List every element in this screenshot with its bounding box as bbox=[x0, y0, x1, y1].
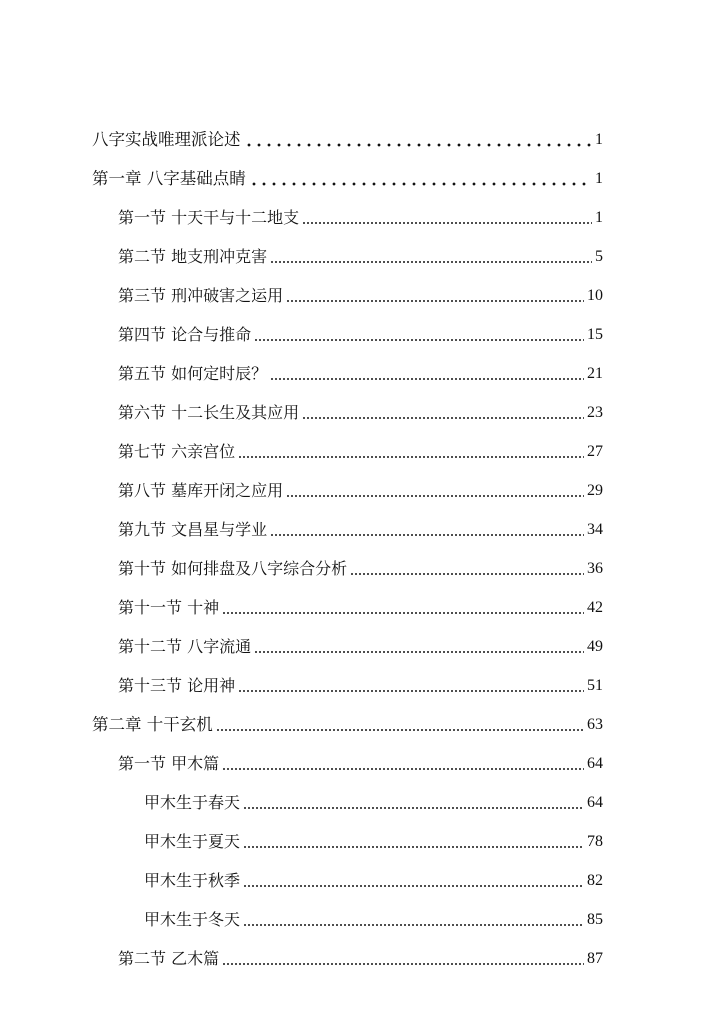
toc-entry-page: 64 bbox=[587, 755, 603, 772]
toc-entry-section[interactable] bbox=[0, 234, 724, 273]
toc-entry-title: 甲木生于夏天 bbox=[144, 832, 240, 858]
toc-entry-title: 第一节 甲木篇 bbox=[118, 754, 219, 780]
toc-entry-section[interactable] bbox=[0, 195, 724, 234]
dot-leader bbox=[238, 456, 584, 458]
dot-leader bbox=[222, 768, 584, 770]
toc-entry-page: 21 bbox=[587, 365, 603, 382]
toc-entry-page: 15 bbox=[587, 326, 603, 343]
toc-entry-title: 甲木生于秋季 bbox=[144, 871, 240, 897]
toc-entry-page: 1 bbox=[595, 209, 603, 226]
toc-entry-page: 63 bbox=[587, 716, 603, 733]
toc-entry-section[interactable] bbox=[0, 429, 724, 468]
toc-entry-page: 34 bbox=[587, 521, 603, 538]
toc-entry-section[interactable] bbox=[0, 741, 724, 780]
toc-entry-title: 第四节 论合与推命 bbox=[118, 325, 251, 351]
toc-entry-chapter-1[interactable] bbox=[0, 156, 724, 195]
toc-entry-subsection[interactable] bbox=[0, 858, 724, 897]
toc-entry-title: 第二节 乙木篇 bbox=[118, 949, 219, 975]
toc-entry-page: 1 bbox=[595, 170, 603, 187]
dot-leader bbox=[243, 924, 584, 926]
dot-leader bbox=[254, 339, 584, 341]
toc-entry-title: 第五节 如何定时辰？ bbox=[118, 364, 267, 390]
toc-entry-page: 82 bbox=[587, 872, 603, 889]
toc-entry-page: 36 bbox=[587, 560, 603, 577]
dot-leader bbox=[243, 885, 584, 887]
toc-entry-title: 甲木生于春天 bbox=[144, 793, 240, 819]
toc-entry-page: 10 bbox=[587, 287, 603, 304]
toc-entry-title: 第二节 地支刑冲克害 bbox=[118, 247, 267, 273]
toc-entry-section[interactable] bbox=[0, 546, 724, 585]
toc-entry-subsection[interactable] bbox=[0, 897, 724, 936]
toc-entry-section[interactable] bbox=[0, 312, 724, 351]
toc-entry-chapter-2[interactable] bbox=[0, 702, 724, 741]
dot-leader bbox=[222, 612, 584, 614]
dot-leader bbox=[270, 534, 584, 536]
table-of-contents bbox=[0, 117, 724, 975]
toc-entry-section[interactable] bbox=[0, 351, 724, 390]
toc-entry-title: 第十一节 十神 bbox=[118, 598, 219, 624]
dot-leader bbox=[270, 261, 592, 263]
toc-entry-section[interactable] bbox=[0, 390, 724, 429]
toc-entry-title: 八字实战唯理派论述 bbox=[92, 130, 241, 156]
toc-entry-title: 第九节 文昌星与学业 bbox=[118, 520, 267, 546]
toc-entry-section[interactable] bbox=[0, 624, 724, 663]
toc-entry-title: 第一节 十天干与十二地支 bbox=[118, 208, 299, 234]
toc-entry-page: 87 bbox=[587, 950, 603, 967]
toc-entry-title: 第三节 刑冲破害之运用 bbox=[118, 286, 283, 312]
toc-entry-title: 第六节 十二长生及其应用 bbox=[118, 403, 299, 429]
toc-entry-page: 5 bbox=[595, 248, 603, 265]
toc-entry-page: 29 bbox=[587, 482, 603, 499]
toc-entry-title: 第七节 六亲宫位 bbox=[118, 442, 235, 468]
dot-leader bbox=[302, 417, 584, 419]
dot-leader bbox=[249, 182, 592, 186]
toc-entry-title: 第十节 如何排盘及八字综合分析 bbox=[118, 559, 347, 585]
dot-leader bbox=[244, 143, 593, 147]
dot-leader bbox=[286, 300, 584, 302]
toc-entry-section[interactable] bbox=[0, 663, 724, 702]
toc-entry-page: 85 bbox=[587, 911, 603, 928]
toc-entry-section[interactable] bbox=[0, 468, 724, 507]
toc-entry-title: 第八节 墓库开闭之应用 bbox=[118, 481, 283, 507]
toc-entry-section[interactable] bbox=[0, 507, 724, 546]
dot-leader bbox=[350, 573, 584, 575]
toc-entry-page: 51 bbox=[587, 677, 603, 694]
dot-leader bbox=[243, 846, 584, 848]
dot-leader bbox=[216, 729, 584, 731]
toc-entry-title: 第一章 八字基础点睛 bbox=[92, 169, 246, 195]
dot-leader bbox=[243, 807, 584, 809]
toc-entry-page: 1 bbox=[595, 131, 603, 148]
toc-entry-title: 第二章 十干玄机 bbox=[92, 715, 213, 741]
toc-entry-page: 42 bbox=[587, 599, 603, 616]
toc-entry-title: 第十二节 八字流通 bbox=[118, 637, 251, 663]
toc-entry-section[interactable] bbox=[0, 936, 724, 975]
dot-leader bbox=[286, 495, 584, 497]
toc-entry-section[interactable] bbox=[0, 585, 724, 624]
dot-leader bbox=[222, 963, 584, 965]
dot-leader bbox=[270, 378, 584, 380]
toc-entry-page: 49 bbox=[587, 638, 603, 655]
dot-leader bbox=[238, 690, 584, 692]
toc-entry-title: 第十三节 论用神 bbox=[118, 676, 235, 702]
dot-leader bbox=[302, 222, 592, 224]
toc-entry-page: 64 bbox=[587, 794, 603, 811]
toc-entry-subsection[interactable] bbox=[0, 819, 724, 858]
toc-entry-title: 甲木生于冬天 bbox=[144, 910, 240, 936]
toc-entry-section[interactable] bbox=[0, 273, 724, 312]
toc-entry-page: 27 bbox=[587, 443, 603, 460]
dot-leader bbox=[254, 651, 584, 653]
toc-entry-subsection[interactable] bbox=[0, 780, 724, 819]
toc-entry-page: 78 bbox=[587, 833, 603, 850]
toc-entry-intro[interactable] bbox=[0, 117, 724, 156]
toc-entry-page: 23 bbox=[587, 404, 603, 421]
